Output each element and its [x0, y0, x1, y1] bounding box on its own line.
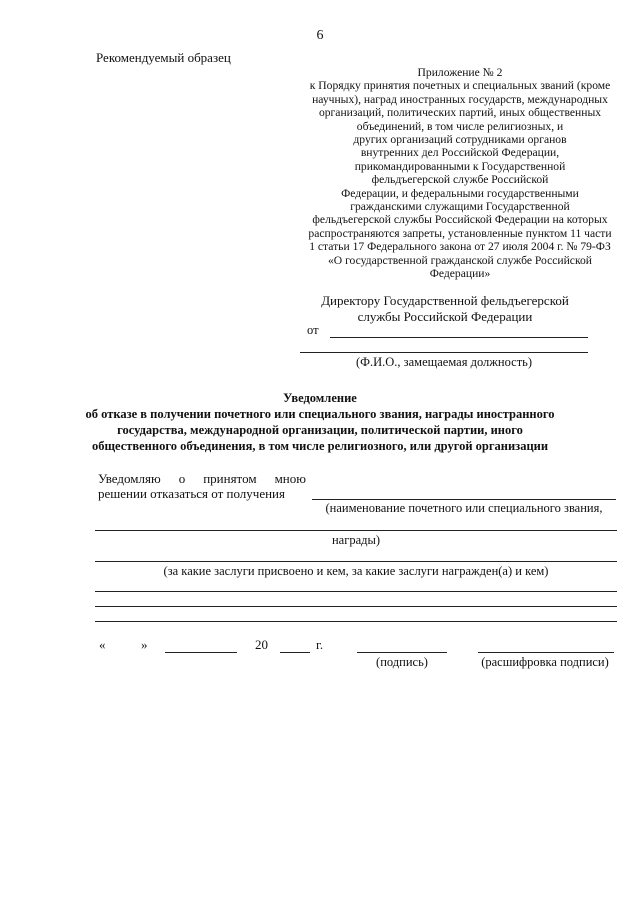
date-quote-open: «: [99, 637, 106, 652]
notice-subtitle-line: государства, международной организации, политической партии, иного: [117, 423, 523, 437]
appendix-line: фельдъегерской службы Российской Федерации на которых: [312, 213, 608, 227]
notify-word: Уведомляю: [98, 471, 161, 486]
notify-word: принятом: [203, 471, 257, 486]
appendix-line: Федерации»: [429, 267, 491, 281]
date-month-field[interactable]: [165, 652, 237, 653]
merits-caption: (за какие заслуги присвоено и кем, за какие заслуги награжден(а) и кем): [163, 564, 549, 578]
addressee-block: [300, 293, 590, 325]
appendix-block: [300, 66, 620, 281]
signature-decoding-caption: (расшифровка подписи): [481, 655, 609, 669]
appendix-line: научных), наград иностранных государств, международных: [312, 92, 608, 106]
appendix-line: организаций, политических партий, иных общественных: [318, 106, 602, 120]
signature-caption: (подпись): [376, 655, 428, 669]
appendix-line: объединений, в том числе религиозных, и: [356, 119, 564, 133]
extra-field-3[interactable]: [95, 621, 617, 622]
notice-subtitle-line: общественного объединения, в том числе религиозного, или другой организации: [91, 439, 549, 453]
signature-decoding-field[interactable]: [478, 652, 614, 653]
notice-subtitle-line: об отказе в получении почетного или специального звания, награды иностранного: [85, 407, 555, 421]
from-name-field[interactable]: [330, 337, 588, 338]
appendix-title: Приложение № 2: [417, 66, 503, 79]
extra-field-2[interactable]: [95, 606, 617, 607]
notice-title: Уведомление: [283, 391, 357, 405]
appendix-line: 1 статьи 17 Федерального закона от 27 июля 2004 г. № 79-ФЗ: [309, 240, 611, 254]
appendix-line: «О государственной гражданской службе Российской: [328, 253, 592, 267]
merits-field[interactable]: [95, 561, 617, 562]
fio-position-field[interactable]: [300, 352, 588, 353]
extra-field-1[interactable]: [95, 591, 617, 592]
appendix-line: других организаций сотрудниками органов: [353, 133, 567, 147]
title-name-field[interactable]: [312, 499, 616, 500]
appendix-line: к Порядку принятия почетных и специальных званий (кроме: [309, 79, 611, 93]
addressee-line-1: Директору Государственной фельдъегерской: [321, 293, 569, 308]
date-quote-close: »: [141, 637, 148, 652]
appendix-line: внутренних дел Российской Федерации,: [360, 146, 560, 160]
appendix-line: гражданскими служащими Государственной: [350, 200, 570, 214]
signature-field[interactable]: [357, 652, 447, 653]
notify-line-1: [98, 471, 306, 487]
title-caption: (наименование почетного или специального звания,: [325, 501, 603, 515]
award-caption: награды): [331, 533, 381, 547]
notify-word: о: [178, 471, 186, 486]
appendix-line: Федерации, и федеральными государственными: [341, 186, 579, 200]
year-prefix: 20: [255, 637, 268, 652]
appendix-line: прикомандированными к Государственной: [354, 159, 566, 173]
notify-word: мною: [274, 471, 306, 486]
from-label: от: [307, 323, 319, 337]
notice-heading: [0, 390, 640, 454]
year-suffix: г.: [316, 637, 324, 652]
date-year-field[interactable]: [280, 652, 310, 653]
page-number: 6: [316, 28, 324, 43]
award-field[interactable]: [95, 530, 617, 531]
appendix-line: распространяются запреты, установленные пунктом 11 части: [308, 226, 612, 240]
sample-label: Рекомендуемый образец: [96, 50, 231, 65]
appendix-line: фельдъегерской службе Российской: [371, 173, 549, 187]
addressee-line-2: службы Российской Федерации: [357, 309, 533, 324]
notify-line-2: решении отказаться от получения: [98, 486, 285, 501]
fio-caption: (Ф.И.О., замещаемая должность): [355, 355, 533, 369]
